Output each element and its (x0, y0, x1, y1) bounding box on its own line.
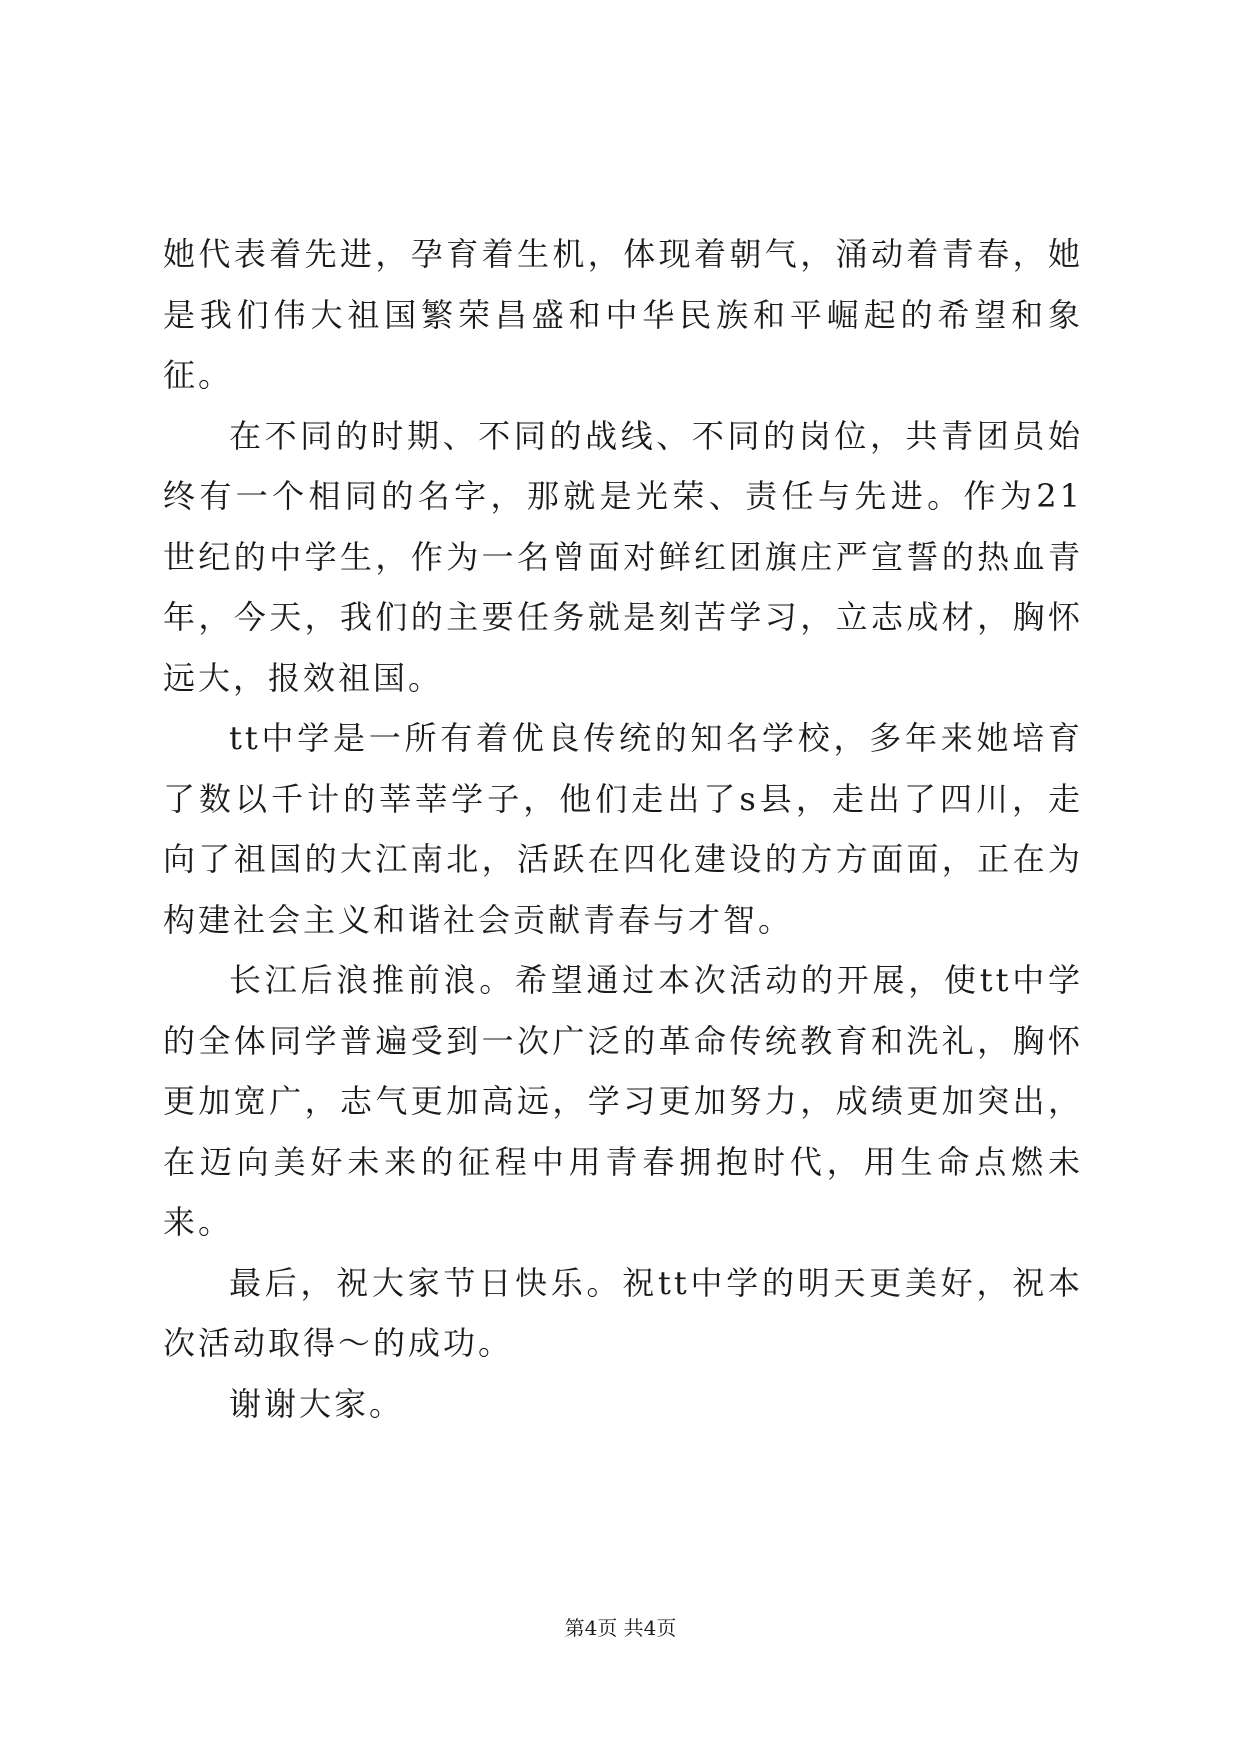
page-number-footer: 第4页 共4页 (564, 1616, 677, 1640)
paragraph: tt中学是一所有着优良传统的知名学校，多年来她培育了数以千计的莘莘学子，他们走出了s县，走出了四川，走向了祖国的大江南北，活跃在四化建设的方方面面，正在为构建社会主义和谐社会贡献青春与才智。 (163, 719, 1083, 939)
paragraph: 最后，祝大家节日快乐。祝tt中学的明天更美好，祝本次活动取得～的成功。 (163, 1263, 1083, 1362)
document-body (163, 224, 1083, 1434)
paragraph: 长江后浪推前浪。希望通过本次活动的开展，使tt中学的全体同学普遍受到一次广泛的革命传统教育和洗礼，胸怀更加宽广，志气更加高远，学习更加努力，成绩更加突出，在迈向美好未来的征程中用青春拥抱时代，用生命点燃未来。 (163, 961, 1083, 1241)
paragraph-closing: 谢谢大家。 (229, 1384, 405, 1423)
paragraph-continuation: 她代表着先进，孕育着生机，体现着朝气，涌动着青春，她是我们伟大祖国繁荣昌盛和中华民族和平崛起的希望和象征。 (163, 235, 1083, 394)
paragraph: 在不同的时期、不同的战线、不同的岗位，共青团员始终有一个相同的名字，那就是光荣、责任与先进。作为21世纪的中学生，作为一名曾面对鲜红团旗庄严宣誓的热血青年，今天，我们的主要任务就是刻苦学习，立志成材，胸怀远大，报效祖国。 (163, 416, 1083, 697)
